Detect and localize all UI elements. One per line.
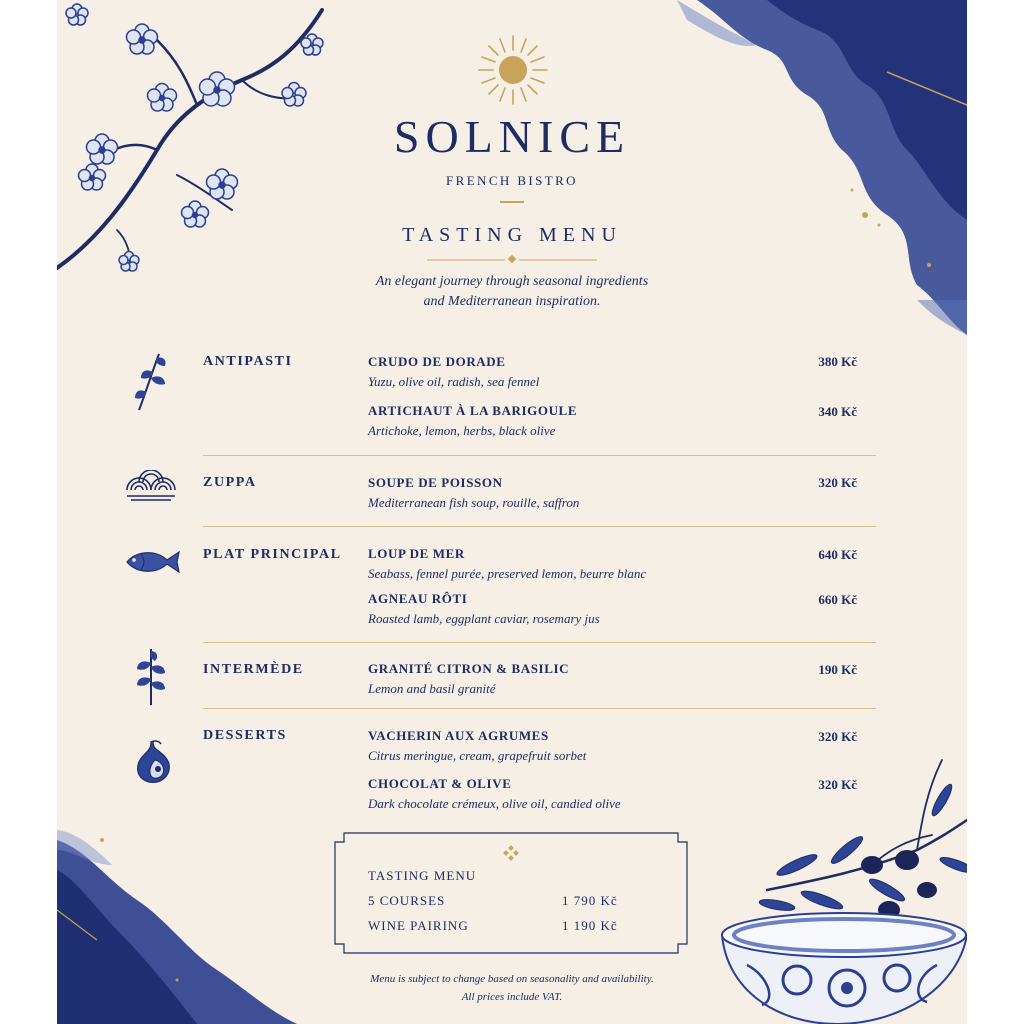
footer-line: All prices include VAT. <box>461 991 563 1003</box>
menu-page <box>57 0 967 1024</box>
dish-price: 320 Kč <box>818 777 857 792</box>
dish-description: Seabass, fennel purée, preserved lemon, beurre blanc <box>368 566 647 581</box>
ornament-divider <box>427 254 597 266</box>
section-title-antipasti: ANTIPASTI <box>203 354 293 369</box>
intro-text <box>57 272 967 312</box>
dish-price: 340 Kč <box>818 404 857 419</box>
courses-price: 1 790 Kč <box>562 893 618 908</box>
dish-description: Dark chocolate crémeux, olive oil, candied olive <box>368 796 621 811</box>
dish-description: Mediterranean fish soup, rouille, saffron <box>368 495 580 510</box>
dish-name: SOUPE DE POISSON <box>368 475 503 490</box>
dish-name: ARTICHAUT À LA BARIGOULE <box>368 403 578 418</box>
dish-description: Artichoke, lemon, herbs, black olive <box>368 423 556 438</box>
fish-icon <box>123 548 181 576</box>
section-divider <box>203 642 876 643</box>
dish-name: CHOCOLAT & OLIVE <box>368 776 512 791</box>
section-title-plat-principal: PLAT PRINCIPAL <box>203 547 342 562</box>
section-divider <box>203 526 876 527</box>
section-title-desserts: DESSERTS <box>203 728 287 743</box>
dish-price: 380 Kč <box>818 354 857 369</box>
tasting-price-box <box>334 832 688 954</box>
dish-name: VACHERIN AUX AGRUMES <box>368 728 549 743</box>
section-divider <box>203 708 876 709</box>
dish-name: CRUDO DE DORADE <box>368 354 506 369</box>
herb-sprig-icon <box>133 350 169 412</box>
footer-note <box>57 970 967 1006</box>
sun-logo-icon <box>477 34 549 106</box>
wave-icon <box>125 470 177 502</box>
section-divider <box>203 455 876 456</box>
wine-pairing-price: 1 190 Kč <box>562 918 618 933</box>
section-title-zuppa: ZUPPA <box>203 475 257 490</box>
wine-pairing-label: WINE PAIRING <box>368 918 469 933</box>
dish-price: 320 Kč <box>818 729 857 744</box>
dish-description: Yuzu, olive oil, radish, sea fennel <box>368 374 540 389</box>
section-title-intermede: INTERMÈDE <box>203 662 304 677</box>
dish-description: Citrus meringue, cream, grapefruit sorbet <box>368 748 587 763</box>
dish-price: 190 Kč <box>818 662 857 677</box>
basil-leaf-icon <box>133 645 169 707</box>
dish-price: 320 Kč <box>818 475 857 490</box>
dish-price: 660 Kč <box>818 592 857 607</box>
courses-label: 5 COURSES <box>368 893 446 908</box>
dish-name: AGNEAU RÔTI <box>368 591 468 606</box>
dish-description: Roasted lamb, eggplant caviar, rosemary jus <box>368 611 600 626</box>
intro-line: An elegant journey through seasonal ingredients <box>375 274 649 289</box>
intro-line: and Mediterranean inspiration. <box>423 294 601 309</box>
menu-title: TASTING MENU <box>402 224 622 246</box>
brand-name: SOLNICE <box>393 111 631 162</box>
dish-price: 640 Kč <box>818 547 857 562</box>
gold-divider <box>500 201 524 203</box>
footer-line: Menu is subject to change based on seasonality and availability. <box>370 973 654 985</box>
brand-subtitle: FRENCH BISTRO <box>446 173 578 188</box>
dish-description: Lemon and basil granité <box>368 681 496 696</box>
tasting-box-title: TASTING MENU <box>368 868 477 883</box>
fig-icon <box>131 738 173 784</box>
dish-name: GRANITÉ CITRON & BASILIC <box>368 661 570 676</box>
dish-name: LOUP DE MER <box>368 546 465 561</box>
